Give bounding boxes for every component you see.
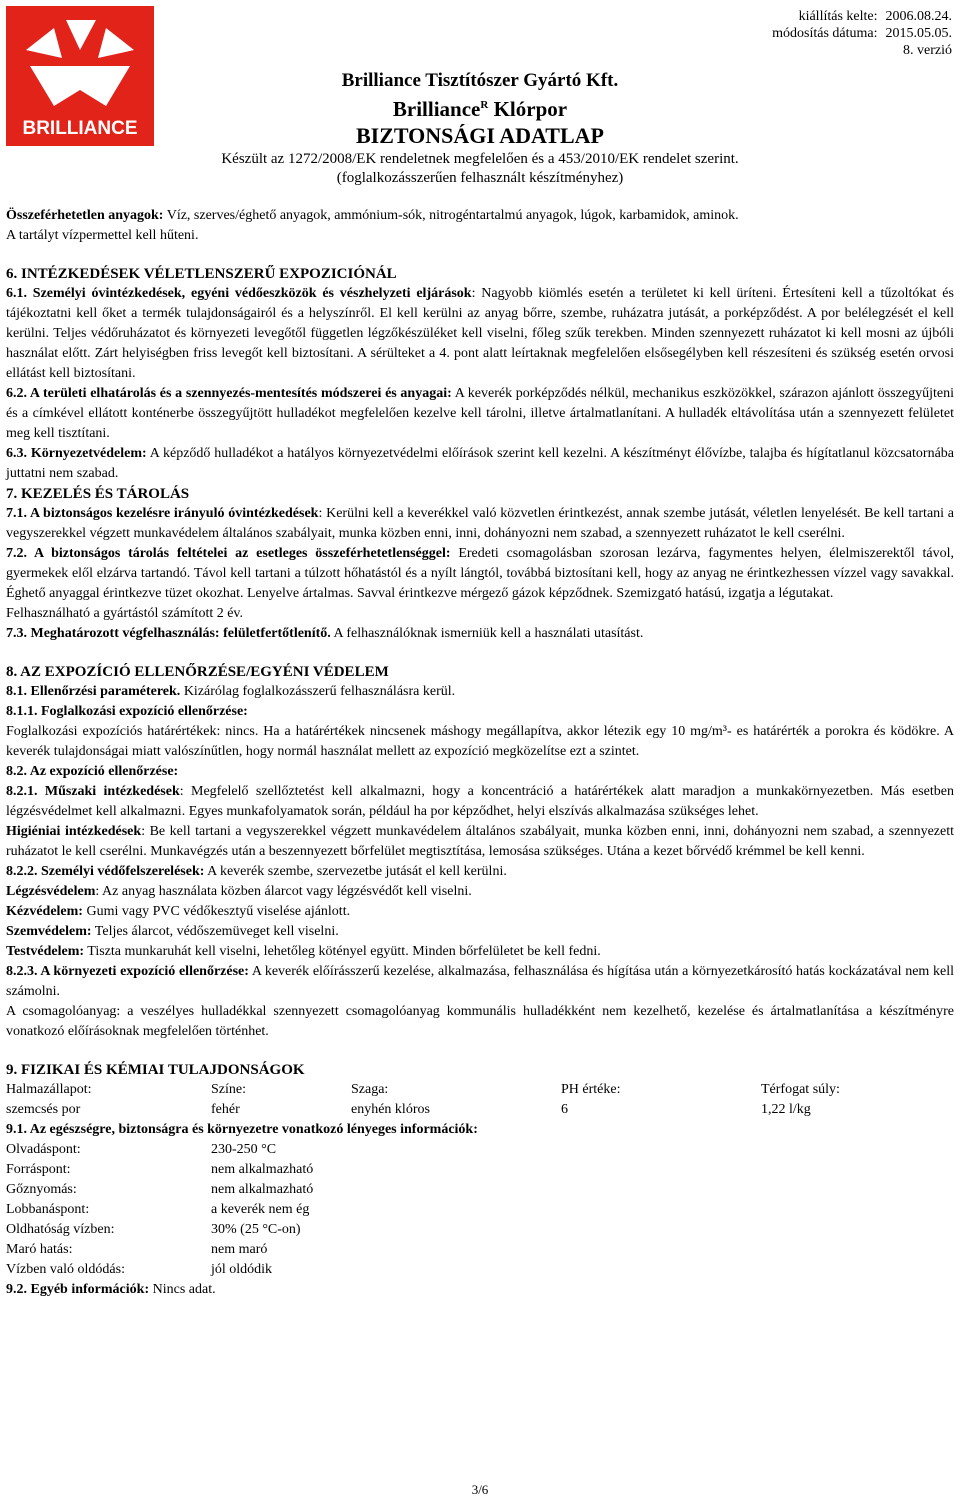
section-7-1: 7.1. A biztonságos kezelésre irányuló óvintézkedések: Kerülni kell a keverékkel való közvetlen érintkezést, annak szembe jutását, véletlen lenyelését. Be kell tartani a vegyszerekkel végzett munkavédelem általános szabályait, munka közben enni, inni, dohányozni nem szabad, a szennyezett ruházatot le kell cserélni.: [6, 506, 955, 541]
section-8-title: 8. AZ EXPOZÍCIÓ ELLENŐRZÉSE/EGYÉNI VÉDELEM: [6, 664, 389, 680]
company-name: Brilliance Tisztítószer Gyártó Kft.: [341, 70, 619, 91]
property-value: a keverék nem ég: [211, 1202, 310, 1217]
section-9-1-title: 9.1. Az egészségre, biztonságra és környezetre vonatkozó lényeges információk:: [6, 1122, 478, 1137]
document-meta: [712, 8, 952, 59]
usage-note: (foglalkozásszerűen felhasznált készítményhez): [336, 170, 624, 186]
incompatible-materials: Összeférhetetlen anyagok: Víz, szerves/éghető anyagok, ammónium-sók, nitrogéntartalmú anyagok, lúgok, karbamidok, aminok.: [6, 208, 739, 223]
section-8-2-3: 8.2.3. A környezeti expozíció ellenőrzése: A keverék előírásszerű kezelése, alkalmazása, felhasználása és hígítása után a környezetkárosító hatás kockázatával nem kell számolni.: [6, 964, 954, 999]
phys-header: Színe:: [211, 1082, 246, 1097]
phys-header: PH értéke:: [561, 1082, 621, 1097]
phys-value: enyhén klóros: [351, 1102, 430, 1117]
body-protection: Testvédelem: Tiszta munkaruhát kell viselni, lehetőleg kötényel együtt. Minden bőrfelületet be kell fedni.: [6, 944, 601, 959]
section-7-2: 7.2. A biztonságos tárolás feltételei az esetleges összeférhetetlenséggel: Eredeti csomagolásban szorosan lezárva, fagymentes helyen, élelmiszerektől távol, gyermekek elől elzárva tartandó. Távol kell tartani a túlzott hőhatástól és a nyílt lángtól, továbbá biztosítani kell, hogy az anyag ne érintkezhessen vízzel vagy savakkal. Éghető anyaggal érintkezve tüzet okozhat. Lenyelve ártalmas. Savval érintkezve mérgező gázok képződnek. Szemizgató hatású, izgatja a légutakat.: [6, 546, 954, 601]
property-name: Vízben való oldódás:: [6, 1262, 125, 1277]
section-6-2: 6.2. A területi elhatárolás és a szennyezés-mentesítés módszerei és anyagai: A keverék porképződés nélkül, mechanikus eszközökkel, szárazon ajánlott összegyűjteni és a címkével ellátott konténerbe összegyűjtött hulladékot megfelelően kezelve kell tárolni, illetve ártalmatlanítani. A hulladék eltávolítása után a szennyezett felületet meg kell tisztítani.: [6, 386, 954, 441]
document-header: [0, 0, 960, 198]
section-8-2-title: 8.2. Az expozíció ellenőrzése:: [6, 764, 179, 779]
phys-header: Halmazállapot:: [6, 1082, 92, 1097]
document-body: [6, 206, 954, 1300]
section-6-title: 6. INTÉZKEDÉSEK VÉLETLENSZERŰ EXPOZICIÓNÁL: [6, 266, 397, 282]
page-number: 3/6: [471, 1482, 489, 1497]
section-9-title: 9. FIZIKAI ÉS KÉMIAI TULAJDONSÁGOK: [6, 1062, 305, 1078]
property-value: nem maró: [211, 1242, 268, 1257]
section-6-1: 6.1. Személyi óvintézkedések, egyéni védőeszközök és vészhelyzeti eljárások: Nagyobb kiömlés esetén a területet ki kell üríteni. Értesíteni kell a tűzoltókat és tájékoztatni kell őket a termék tulajdonságairól és a helyszínről. El kell kerülni az anyag bőrre, szembe, ruházatra jutását, a porképződést. A por belélegzését el kell kerülni. Teljes védőruházatot és környezeti levegőtől független légzőkészüléket kell viselni, főleg szűk terekben. Minden szennyezett ruházatot ki kell mosni az újbóli használat előtt. Zárt helyiségben friss levegőt kell biztosítani. A sérülteket a 4. pont alatt leírtaknak megfelelően elsősegélyben kell részesíteni és szükség esetén orvosi ellátást kell biztosítani.: [6, 286, 954, 381]
sheet-title: BIZTONSÁGI ADATLAP: [356, 123, 604, 148]
section-8-2-1: 8.2.1. Műszaki intézkedések: Megfelelő szellőztetést kell alkalmazni, hogy a koncentráció a határértékek alatt maradjon a munkakörnyezetben. Más esetben légzésvédelmet kell alkalmazni. Egyes munkafolyamatok során, például ha por képződhet, helyi elszívás alkalmazása szükséges lehet.: [6, 784, 954, 819]
property-name: Oldhatóság vízben:: [6, 1222, 115, 1237]
property-name: Forráspont:: [6, 1162, 71, 1177]
issue-date: 2006.08.24.: [885, 9, 952, 24]
section-7-title: 7. KEZELÉS ÉS TÁROLÁS: [6, 486, 190, 502]
section-8-1-1: Foglalkozási expozíciós határértékek: nincs. Ha a határértékek nincsenek máshogy megállapítva, akkor létezik egy 10 mg/m³- es határérték a porokra és ködökre. A keverék tulajdonságai miatt valószínűtlen, hogy normál használat mellett az expozíció megközelítse ezt a szintet.: [6, 724, 954, 759]
version: 8. verzió: [903, 43, 952, 58]
cooling-note: A tartályt vízpermettel kell hűteni.: [6, 228, 199, 243]
section-8-1-1-title: 8.1.1. Foglalkozási expozíció ellenőrzése:: [6, 704, 248, 719]
section-8-2-2: 8.2.2. Személyi védőfelszerelések: A keverék szembe, szervezetbe jutását el kell kerülni.: [6, 864, 507, 879]
shelf-life: Felhasználható a gyártástól számított 2 év.: [6, 606, 244, 621]
phys-value: 1,22 l/kg: [761, 1102, 811, 1117]
section-9-2: 9.2. Egyéb információk: Nincs adat.: [6, 1282, 216, 1297]
phys-value: 6: [561, 1102, 568, 1117]
property-value: 230-250 °C: [211, 1142, 277, 1157]
registered-mark: R: [480, 99, 489, 111]
property-value: nem alkalmazható: [211, 1182, 314, 1197]
property-value: 30% (25 °C-on): [211, 1222, 301, 1237]
packaging-note: A csomagolóanyag: a veszélyes hulladékkal szennyezett csomagolóanyag kommunális hulladékként nem kezelhető, kezelése és ártalmatlanítása a készítményre vonatkozó előírásoknak megfelelően történhet.: [6, 1004, 954, 1039]
property-value: jól oldódik: [211, 1262, 273, 1277]
property-value: nem alkalmazható: [211, 1162, 314, 1177]
regulation-note: Készült az 1272/2008/EK rendeletnek megfelelően és a 453/2010/EK rendelet szerint.: [221, 151, 739, 167]
section-7-3: 7.3. Meghatározott végfelhasználás: felületfertőtlenítő. A felhasználóknak ismerniük kell a használati utasítást.: [6, 626, 644, 641]
property-name: Olvadáspont:: [6, 1142, 81, 1157]
logo-text: BRILLIANCE: [22, 118, 138, 139]
property-name: Lobbanáspont:: [6, 1202, 90, 1217]
hand-protection: Kézvédelem: Gumi vagy PVC védőkesztyű viselése ajánlott.: [6, 904, 351, 919]
issue-date-label: kiállítás kelte:: [798, 9, 878, 24]
modification-date-label: módosítás dátuma:: [772, 26, 878, 41]
section-8-1: 8.1. Ellenőrzési paraméterek. Kizárólag foglalkozásszerű felhasználásra kerül.: [6, 684, 456, 699]
safety-properties-list: [6, 1140, 954, 1280]
section-6-3: 6.3. Környezetvédelem: A képződő hulladékot a hatályos környezetvédelmi előírások szerint kell kezelni. A készítményt élővízbe, talajba és hígítatlanul közcsatornába juttatni nem szabad.: [6, 446, 954, 481]
property-name: Maró hatás:: [6, 1242, 73, 1257]
phys-header: Szaga:: [351, 1082, 389, 1097]
modification-date: 2015.05.05.: [885, 26, 952, 41]
product-name: Brilliance$^R$ Klórpor: [392, 97, 568, 121]
phys-value: szemcsés por: [6, 1102, 81, 1117]
hygiene-measures: Higiéniai intézkedések: Be kell tartani a vegyszerekkel végzett munkavédelem általános szabályait, munka közben enni, inni, dohányozni nem szabad, a szennyezett ruházatot le kell cserélni. Munkavégzés után a beszennyezett bőrfelület megtisztítása, lemosása szükséges. Utána a kezet bőrvédő krémmel be kell kenni.: [6, 824, 954, 859]
eye-protection: Szemvédelem: Teljes álarcot, védőszemüveget kell viselni.: [6, 924, 339, 939]
property-name: Gőznyomás:: [6, 1182, 77, 1197]
header-titles: [0, 70, 960, 188]
physical-properties-table: [6, 1080, 954, 1120]
phys-header: Térfogat súly:: [761, 1082, 840, 1097]
phys-value: fehér: [211, 1102, 240, 1117]
respiratory-protection: Légzésvédelem: Az anyag használata közben álarcot vagy légzésvédőt kell viselni.: [6, 884, 472, 899]
